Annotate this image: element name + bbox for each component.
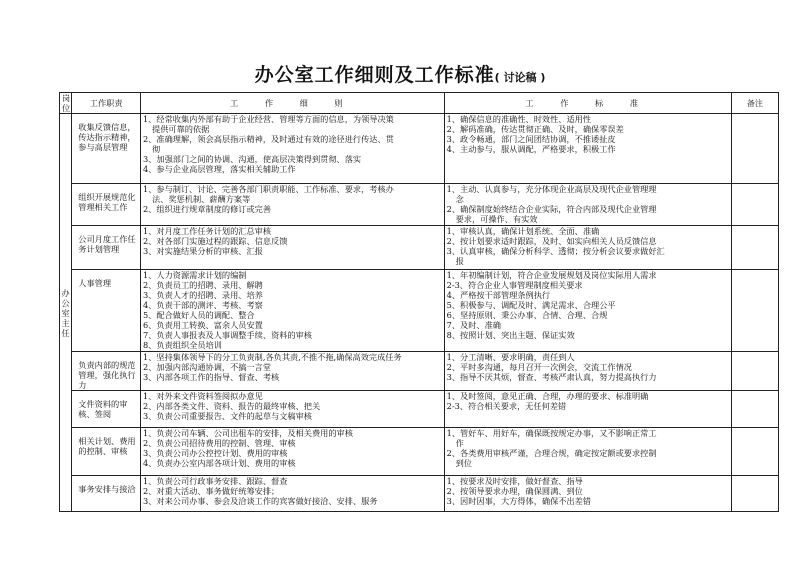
detail-line: 1、对外来文件资料签阅拟办意见 bbox=[143, 391, 263, 401]
standard-cell bbox=[444, 114, 731, 184]
standard-line: 7、及时、准确 bbox=[446, 320, 501, 330]
standard-line: 1、分工清晰、要求明确，责任到人 bbox=[446, 352, 575, 362]
detail-line: 3、负责人才的招聘、录用、培养 bbox=[143, 290, 263, 300]
table-header-row bbox=[60, 93, 779, 114]
duty-cell: 事务安排与接洽 bbox=[72, 476, 141, 512]
detail-line: 5、配合做好人员的调配、整合 bbox=[143, 310, 255, 320]
detail-line: 3、对来公司办事、参会及洽谈工作的宾客做好接洽、安排、服务 bbox=[143, 496, 378, 506]
duty-cell: 负责内部的规范管理，强化执行力 bbox=[72, 352, 141, 391]
standard-line: 3、认真审核，确保分析科学、透彻；按分析会议要求做好汇 bbox=[446, 246, 665, 256]
table-row bbox=[60, 226, 779, 270]
detail-line: 4、负责办公室内部各项计划、费用的审核 bbox=[143, 458, 296, 468]
standard-line: 2-3、符合相关要求，无任何差错 bbox=[446, 401, 567, 411]
work-standards-table bbox=[59, 92, 779, 512]
table-row bbox=[60, 114, 779, 184]
detail-line: 3、负责公司办公控控计划、费用的审核 bbox=[143, 448, 288, 458]
detail-cell bbox=[141, 476, 445, 512]
detail-line: 4、负责干部的测评、考核、考察 bbox=[143, 300, 263, 310]
detail-line: 3、对实施结果分析的审核、汇报 bbox=[143, 246, 263, 256]
table-row bbox=[60, 428, 779, 476]
detail-line: 1、负责公司车辆、公司出租车的安排，及相关费用的审核 bbox=[143, 428, 353, 438]
duty-cell: 收集反馈信息，传达指示精神，参与高层管理 bbox=[72, 114, 141, 184]
note-cell bbox=[731, 226, 778, 270]
detail-line: 3、加强部门之间的协调、沟通，使高层决策得到贯彻、落实 bbox=[143, 154, 362, 164]
standard-line: 1、确保信息的准确性、时效性、适用性 bbox=[446, 114, 592, 124]
duty-cell: 组织开展规范化管理相关工作 bbox=[72, 184, 141, 226]
standard-line: 1、按要求及时安排，做好督查、指导 bbox=[446, 476, 583, 486]
detail-line: 6、负责用工转换、富余人员安置 bbox=[143, 320, 263, 330]
standard-line: 6、坚持原则、秉公办事、合情、合理、合规 bbox=[446, 310, 608, 320]
standard-line: 2、平时多沟通，每月召开一次例会，交流工作情况 bbox=[446, 362, 632, 372]
note-cell bbox=[731, 352, 778, 391]
duty-cell: 公司月度工作任务计划管理 bbox=[72, 226, 141, 270]
table-body bbox=[60, 114, 779, 512]
detail-line: 2、内部各类文件、资料、报告的最终审核、把关 bbox=[143, 401, 321, 411]
table-row bbox=[60, 352, 779, 391]
detail-cell bbox=[141, 270, 445, 352]
duty-cell: 相关计划、费用的控制、审核 bbox=[72, 428, 141, 476]
header-duty: 工作职责 bbox=[72, 93, 141, 114]
standard-line: 3、政令畅通，部门之间团结协调，不推诿扯皮 bbox=[446, 134, 616, 144]
note-cell bbox=[731, 476, 778, 512]
detail-cell bbox=[141, 114, 445, 184]
page-title bbox=[0, 60, 800, 87]
standard-line: 3、指导不厌其烦，督查、考核严肃认真，努力提高执行力 bbox=[446, 372, 657, 382]
detail-line: 2、加强内部沟通协调，不搞一言堂 bbox=[143, 362, 272, 372]
standard-line: 4、严格按干部管理条例执行 bbox=[446, 290, 551, 300]
note-cell bbox=[731, 391, 778, 428]
standard-line: 1、管好车、用好车，确保既按规定办事，又不影响正常工 bbox=[446, 428, 657, 438]
detail-line: 2、对重大活动、事务做好统筹安排； bbox=[143, 486, 280, 496]
detail-line: 1、人力资源需求计划的编制 bbox=[143, 270, 247, 280]
standard-cell bbox=[444, 476, 731, 512]
standard-line: 5、积极参与、调配及时、满足需求、合理公平 bbox=[446, 300, 616, 310]
note-cell bbox=[731, 184, 778, 226]
standard-line: 作 bbox=[455, 438, 464, 448]
standard-line: 1、审核认真，确保计划系统、全面、准确 bbox=[446, 226, 600, 236]
standard-cell bbox=[444, 184, 731, 226]
standard-cell bbox=[444, 270, 731, 352]
detail-line: 1、负责公司行政事务安排、跟踪、督查 bbox=[143, 476, 288, 486]
header-note: 备注 bbox=[731, 93, 778, 114]
detail-line: 4、参与企业高层管理，落实相关辅助工作 bbox=[143, 164, 296, 174]
header-standard: 工 作 标 准 bbox=[444, 93, 731, 114]
standard-line: 4、主动参与，服从调配，严格要求，积极工作 bbox=[446, 144, 616, 154]
standard-line: 2、按计划要求适时跟踪，及时、如实向相关人员反馈信息 bbox=[446, 236, 657, 246]
note-cell bbox=[731, 428, 778, 476]
detail-line: 3、内部各项工作的指导、督查、考核 bbox=[143, 372, 280, 382]
standard-line: 2、解码准确，传达贯彻正确、及时，确保零误差 bbox=[446, 124, 624, 134]
detail-line: 1、参与制订、讨论、完善各部门职责职能、工作标准、要求，考核办 bbox=[143, 184, 394, 194]
standard-cell bbox=[444, 226, 731, 270]
standard-line: 1、主动、认真参与，充分体现企业高层及现代企业管理理 bbox=[446, 184, 657, 194]
detail-line: 2、准确理解，领会高层指示精神，及时通过有效的途径进行传达、贯 bbox=[143, 134, 394, 144]
detail-line: 8、负责组织全员培训 bbox=[143, 340, 222, 350]
note-cell bbox=[731, 270, 778, 352]
header-detail: 工 作 细 则 bbox=[141, 93, 445, 114]
title-subtitle: ( 讨论稿 ) bbox=[494, 71, 546, 84]
detail-line: 2、负责公司招待费用的控制、管理、审核 bbox=[143, 438, 296, 448]
standard-line: 念 bbox=[455, 194, 464, 204]
standard-line: 报 bbox=[455, 256, 464, 266]
detail-line: 7、负责人事报表及人事调整手续、资料的审核 bbox=[143, 330, 312, 340]
detail-cell bbox=[141, 391, 445, 428]
standard-line: 1、及时签阅，意见正确、合理，办理的要求、标准明确 bbox=[446, 391, 649, 401]
detail-line: 2、对各部门实施过程的跟踪、信息反馈 bbox=[143, 236, 288, 246]
detail-cell bbox=[141, 184, 445, 226]
duty-cell: 文件资料的审核、签阅 bbox=[72, 391, 141, 428]
standard-line: 2-3、符合企业人事管理制度相关要求 bbox=[446, 280, 583, 290]
detail-cell bbox=[141, 226, 445, 270]
standard-line: 2、各类费用审核严谨，合理合规，确定按定额或要求控制 bbox=[446, 448, 657, 458]
table-row bbox=[60, 476, 779, 512]
standard-cell bbox=[444, 352, 731, 391]
table-row bbox=[60, 184, 779, 226]
detail-line: 1、经常收集内外部有助于企业经营、管理等方面的信息，为领导决策 bbox=[143, 114, 394, 124]
detail-line: 2、组织进行规章制度的修订或完善 bbox=[143, 204, 272, 214]
standard-cell bbox=[444, 428, 731, 476]
standard-line: 到位 bbox=[455, 458, 472, 468]
standard-line: 1、年初编制计划，符合企业发展规划及岗位实际用人需求 bbox=[446, 270, 657, 280]
standard-line: 2、按领导要求办理，确保圆满、到位 bbox=[446, 486, 583, 496]
detail-line: 1、对月度工作任务计划的汇总审核 bbox=[143, 226, 272, 236]
detail-line: 3、负责公司重要报告、文件的起草与文稿审核 bbox=[143, 411, 312, 421]
title-text: 办公室工作细则及工作标准 bbox=[254, 64, 495, 86]
header-post: 岗位 bbox=[60, 93, 72, 114]
standard-cell bbox=[444, 391, 731, 428]
detail-line: 法、奖惩机制、薪酬方案等 bbox=[152, 194, 251, 204]
detail-line: 2、负责员工的招聘、录用、解聘 bbox=[143, 280, 263, 290]
standard-line: 8、按照计划、突出主题、保证实效 bbox=[446, 330, 575, 340]
detail-line: 彻 bbox=[152, 144, 161, 154]
duty-cell: 人事管理 bbox=[72, 270, 141, 352]
standard-line: 2、确保制度始终结合企业实际，符合内部及现代企业管理 bbox=[446, 204, 657, 214]
post-cell: 办公室主任 bbox=[60, 114, 72, 512]
standard-line: 要求，可操作、有实效 bbox=[455, 214, 538, 224]
table-row bbox=[60, 391, 779, 428]
detail-cell bbox=[141, 352, 445, 391]
note-cell bbox=[731, 114, 778, 184]
detail-line: 1、坚持集体领导下的分工负责制,各负其责,不推不拖,确保高效完成任务 bbox=[143, 352, 402, 362]
standard-line: 3、因时因事，大方得体，确保不出差错 bbox=[446, 496, 592, 506]
detail-line: 提供可靠的依据 bbox=[152, 124, 210, 134]
table-row bbox=[60, 270, 779, 352]
detail-cell bbox=[141, 428, 445, 476]
